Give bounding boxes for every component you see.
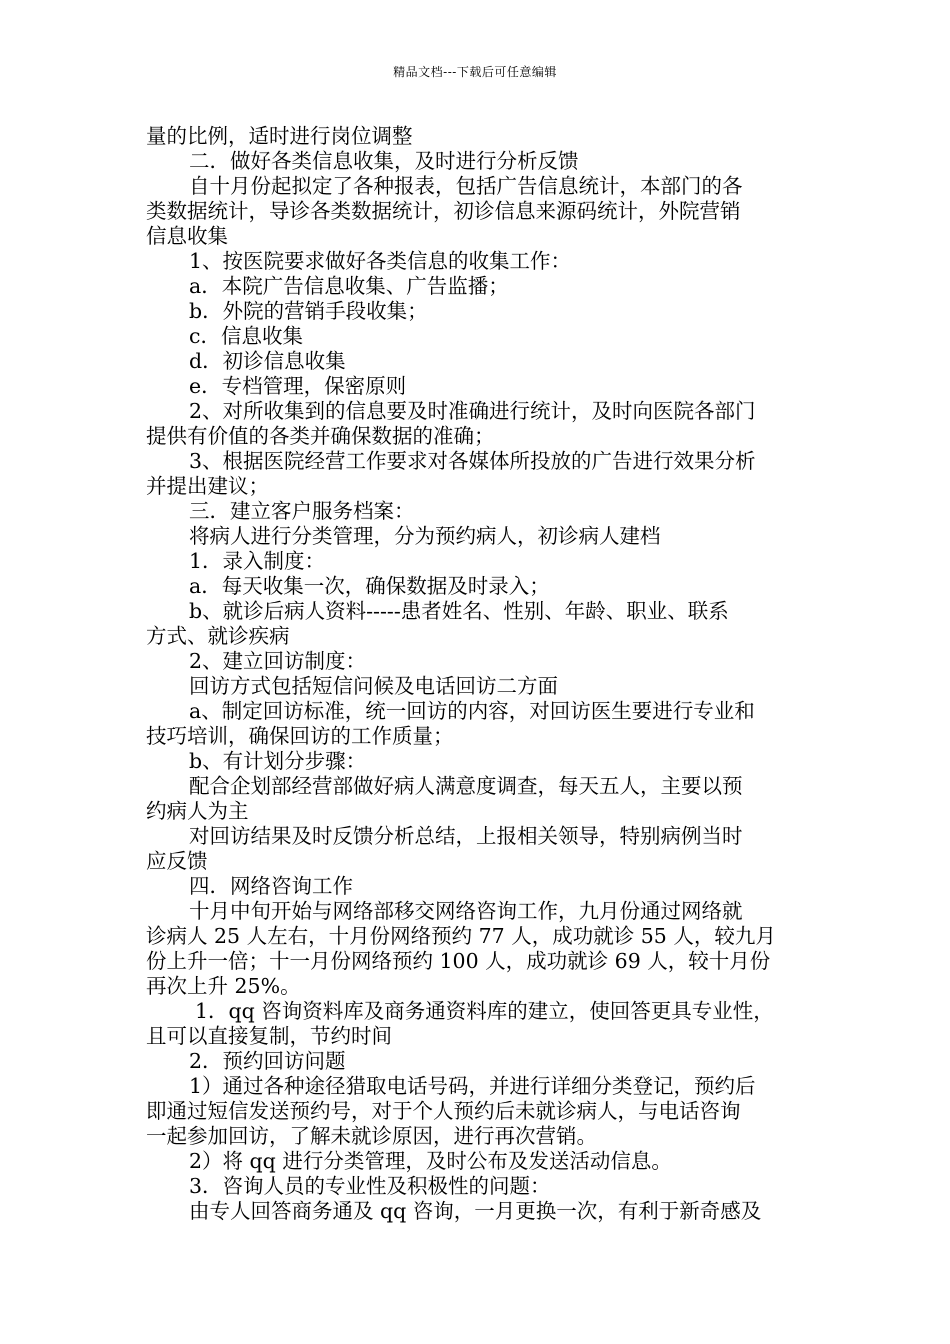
text-line: 三．建立客户服务档案： [189,499,415,523]
document-body [146,124,826,1224]
text-line: 诊病人 25 人左右，十月份网络预约 77 人，成功就诊 55 人，较九月 [146,924,776,948]
text-line: 3．咨询人员的专业性及积极性的问题： [189,1174,551,1198]
text-line: 四．网络咨询工作 [189,874,353,898]
text-line: b．外院的营销手段收集； [189,299,428,323]
text-line: 1、按医院要求做好各类信息的收集工作： [189,249,572,273]
text-line: 自十月份起拟定了各种报表，包括广告信息统计，本部门的各 [189,174,743,198]
text-line: e．专档管理，保密原则 [189,374,407,398]
text-line: 提供有价值的各类并确保数据的准确； [146,424,495,448]
text-line: 方式、就诊疾病 [146,624,290,648]
text-line: 1．qq 咨询资料库及商务通资料库的建立，使回答更具专业性， [195,999,774,1023]
text-line: 十月中旬开始与网络部移交网络咨询工作，九月份通过网络就 [189,899,743,923]
text-line: a、制定回访标准，统一回访的内容，对回访医生要进行专业和 [189,699,755,723]
text-line: d．初诊信息收集 [189,349,346,373]
text-line: 类数据统计，导诊各类数据统计，初诊信息来源码统计，外院营销 [146,199,741,223]
text-line: a．每天收集一次，确保数据及时录入； [189,574,550,598]
text-line: 2、对所收集到的信息要及时准确进行统计，及时向医院各部门 [189,399,756,423]
text-line: 量的比例，适时进行岗位调整 [146,124,413,148]
text-line: 2．预约回访问题 [189,1049,346,1073]
text-line: 约病人为主 [146,799,249,823]
text-line: 份上升一倍；十一月份网络预约 100 人，成功就诊 69 人，较十月份 [146,949,771,973]
text-line: 回访方式包括短信问候及电话回访二方面 [189,674,558,698]
page-header: 精品文档---下载后可任意编辑 [393,65,557,79]
text-line: 信息收集 [146,224,228,248]
text-line: 技巧培训，确保回访的工作质量； [146,724,454,748]
text-line: 2）将 qq 进行分类管理，及时公布及发送活动信息。 [189,1149,672,1173]
text-line: b、有计划分步骤： [189,749,367,773]
text-line: 一起参加回访，了解未就诊原因，进行再次营销。 [146,1124,597,1148]
text-line: 3、根据医院经营工作要求对各媒体所投放的广告进行效果分析 [189,449,756,473]
text-line: 二．做好各类信息收集，及时进行分析反馈 [189,149,579,173]
text-line: 1．录入制度： [189,549,326,573]
text-line: 2、建立回访制度： [189,649,367,673]
text-line: 再次上升 25%。 [146,974,301,998]
text-line: c．信息收集 [189,324,303,348]
text-line: 对回访结果及时反馈分析总结，上报相关领导，特别病例当时 [189,824,743,848]
text-line: 将病人进行分类管理，分为预约病人，初诊病人建档 [189,524,661,548]
text-line: 并提出建议； [146,474,269,498]
text-line: a．本院广告信息收集、广告监播； [189,274,509,298]
text-line: 应反馈 [146,849,208,873]
text-line: 由专人回答商务通及 qq 咨询，一月更换一次，有利于新奇感及 [189,1199,762,1223]
text-line: 配合企划部经营部做好病人满意度调查，每天五人，主要以预 [189,774,743,798]
text-line: 1）通过各种途径猎取电话号码，并进行详细分类登记，预约后 [189,1074,756,1098]
text-line: 且可以直接复制，节约时间 [146,1024,392,1048]
text-line: b、就诊后病人资料-----患者姓名、性别、年龄、职业、联系 [189,599,729,623]
text-line: 即通过短信发送预约号，对于个人预约后未就诊病人，与电话咨询 [146,1099,741,1123]
